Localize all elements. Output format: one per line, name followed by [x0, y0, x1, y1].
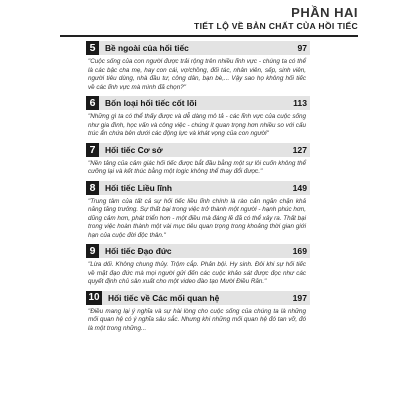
chapter-heading-bar[interactable]: [86, 181, 310, 195]
chapter-quote: "Những gì ta có thể thấy được và dễ dàng mô tả - các lĩnh vực của cuộc sống như gia đình, học vấn và công việc - chúng ít quan trọng hơn nhiều so với cấu trúc ẩn chứa bên dưới các động lực và khát vọng của con người": [88, 113, 306, 137]
chapter-title: Hối tiếc Liều lĩnh: [105, 182, 173, 193]
chapter-page-number: 113: [293, 98, 307, 108]
chapter-page-number: 127: [292, 144, 307, 155]
chapter-page-number: 149: [292, 182, 307, 193]
chapter-quote: "Nền tảng của cảm giác hối tiếc được bắt đầu bằng một sự lôi cuốn không thể cưỡng lại và kết thúc bằng một logic không thể thay đổi được.": [88, 159, 306, 175]
chapter-page-number: 169: [292, 246, 307, 256]
chapter-page-number: 197: [292, 292, 307, 303]
chapter-title: Hối tiếc Đạo đức: [105, 246, 172, 256]
header-divider: [60, 35, 358, 37]
chapter-heading-bar[interactable]: [86, 244, 310, 258]
chapter-title: Bề ngoài của hối tiếc: [105, 43, 189, 53]
chapter-quote: "Điều mang lại ý nghĩa và sự hài lòng cho cuộc sống của chúng ta là những mối quan hệ có ý nghĩa sâu sắc. Nhưng khi những mối quan hệ đó tan vỡ, đó là một trong những...: [88, 307, 306, 332]
chapter-title: Bốn loại hối tiếc cốt lõi: [105, 98, 197, 108]
chapter-number: 8: [86, 181, 99, 195]
chapter-entry: [86, 244, 310, 287]
chapter-heading-bar[interactable]: [86, 41, 310, 55]
chapter-entry: [86, 143, 310, 177]
chapter-number: 7: [86, 143, 99, 157]
part-subtitle: TIẾT LỘ VỀ BẢN CHẤT CỦA HỒI TIẾC: [194, 21, 358, 31]
chapter-title: Hối tiếc Cơ sở: [105, 144, 163, 155]
part-title: PHẦN HAI: [291, 5, 358, 20]
chapter-entry: [86, 291, 310, 334]
chapter-title: Hối tiếc về Các mối quan hệ: [108, 292, 220, 303]
chapter-entry: [86, 96, 310, 139]
chapter-quote: "Cuộc sống của con người được trải rộng trên nhiều lĩnh vực - chúng ta có thể là các bậc cha mẹ, hay con cái, vợ/chồng, đối tác, nhân viên, sếp, sinh viên, người tiêu dùng, nhà đầu tư, công dân, bạn bè,... Vậy sao họ không hối tiếc về các lĩnh vực mà mình đã chọn?": [88, 58, 306, 91]
chapter-number: 5: [86, 41, 99, 55]
table-of-contents: [86, 41, 310, 337]
chapter-quote: "Trung tâm của tất cả sự hối tiếc liều lĩnh chính là rào cản ngăn chặn khả năng tăng trưởng. Sự thất bại trong việc trở thành một người - hạnh phúc hơn, dũng cảm hơn, phát triển hơn - một điều mà đáng lẽ đã có thể xảy ra. Thất bại trong việc hoàn thành một vài mục tiêu quan trọng trong khoảng thời gian giới hạn của cuộc đời độc thân.": [88, 197, 306, 239]
chapter-quote: "Lừa dối. Không chung thủy. Trộm cắp. Phản bội. Hy sinh. Đôi khi sự hối tiếc về mặt đạo đức mà mọi người gửi đến các cuộc khảo sát được đọc như các quyết định chủ sân xuất cho một video đào tạo Mười Điều Răn.": [88, 261, 306, 285]
chapter-number: 6: [86, 96, 99, 110]
chapter-entry: [86, 41, 310, 92]
page-header: [0, 0, 400, 40]
chapter-heading-bar[interactable]: [86, 96, 310, 110]
chapter-number: 9: [86, 244, 99, 258]
chapter-entry: [86, 181, 310, 241]
chapter-page-number: 97: [297, 43, 307, 53]
chapter-heading-bar[interactable]: [86, 143, 310, 157]
chapter-number: 10: [86, 291, 102, 305]
chapter-heading-bar[interactable]: [86, 291, 310, 305]
